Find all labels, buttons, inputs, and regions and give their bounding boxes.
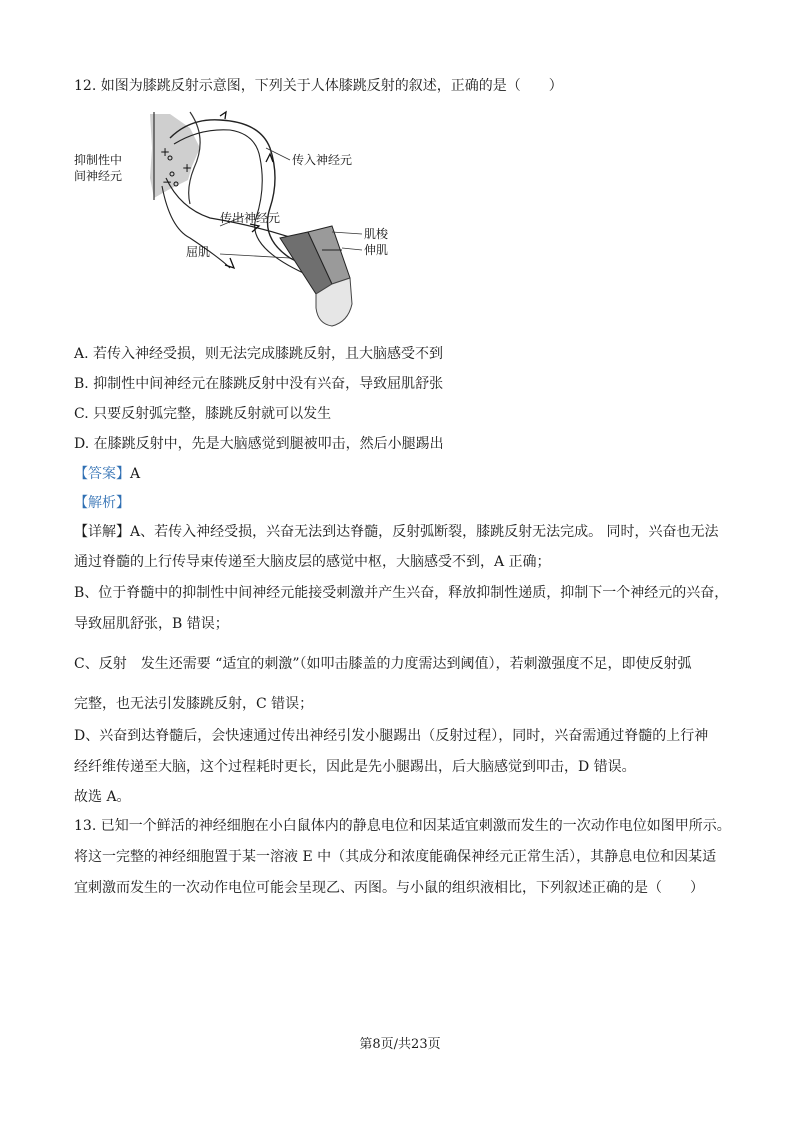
question-12-stem: 12. 如图为膝跳反射示意图，下列关于人体膝跳反射的叙述，正确的是（ ） xyxy=(74,78,563,94)
leader-extensor xyxy=(342,248,362,250)
analysis-line xyxy=(74,494,130,512)
option-d: D. 在膝跳反射中，先是大脑感觉到腿被叩击，然后小腿踢出 xyxy=(74,436,444,452)
flexor-arrow xyxy=(225,258,234,268)
answer-tag: 【答案】 xyxy=(74,466,130,482)
explanation-line-5: C、反射 发生还需要 “适宜的刺激”（如叩击膝盖的力度需达到阈值），若刺激强度不足，即使反射弧 xyxy=(74,656,692,672)
answer-line xyxy=(74,465,140,483)
explanation-line-2: 通过脊髓的上行传导束传递至大脑皮层的感觉中枢，大脑感受不到，A 正确； xyxy=(74,554,551,570)
minus-sign: − xyxy=(162,175,173,189)
plus-sign-2: + xyxy=(182,161,193,175)
label-muscle-spindle: 肌梭 xyxy=(364,227,389,241)
top-arrow xyxy=(220,112,226,119)
option-c: C. 只要反射弧完整，膝跳反射就可以发生 xyxy=(74,406,332,422)
explanation-line-1 xyxy=(74,523,719,541)
question-13-line-1: 13. 已知一个鲜活的神经细胞在小白鼠体内的静息电位和因某适宜刺激而发生的一次动作电位如图甲所示。 xyxy=(74,818,731,834)
conclusion-line: 故选 A。 xyxy=(74,789,131,805)
page-footer: 第8页/共23页 xyxy=(359,1037,441,1052)
leader-flexor xyxy=(220,254,290,258)
knee-jerk-reflex-diagram xyxy=(70,108,400,330)
explanation-line-4: 导致屈肌舒张，B 错误； xyxy=(74,616,229,632)
explanation-line-6: 完整，也无法引发膝跳反射，C 错误； xyxy=(74,696,314,712)
label-extensor: 伸肌 xyxy=(364,243,389,257)
option-a: A. 若传入神经受损，则无法完成膝跳反射，且大脑感受不到 xyxy=(74,346,444,362)
leader-spindle xyxy=(332,232,362,234)
label-inhibitory-line2: 间神经元 xyxy=(74,169,123,183)
question-13-line-2: 将这一完整的神经细胞置于某一溶液 E 中（其成分和浓度能确保神经元正常生活），其静息电位和因某适 xyxy=(74,849,717,865)
label-afferent-neuron: 传入神经元 xyxy=(292,153,353,167)
plus-sign-1: + xyxy=(160,145,171,159)
analysis-tag: 【解析】 xyxy=(74,495,130,511)
reflex-diagram-svg xyxy=(70,108,400,330)
label-flexor: 屈肌 xyxy=(186,245,211,259)
explanation-line-3: B、位于脊髓中的抑制性中间神经元能接受刺激并产生兴奋，释放抑制性递质，抑制下一个神经元的兴奋， xyxy=(74,585,729,601)
answer-value: A xyxy=(130,466,141,482)
question-13-line-3: 宜刺激而发生的一次动作电位可能会呈现乙、丙图。与小鼠的组织液相比，下列叙述正确的是（ ） xyxy=(74,880,704,896)
label-efferent-neuron: 传出神经元 xyxy=(220,211,281,225)
option-b: B. 抑制性中间神经元在膝跳反射中没有兴奋，导致屈肌舒张 xyxy=(74,376,444,392)
detail-tag: 【详解】 xyxy=(74,524,130,540)
label-inhibitory-line1: 抑制性中 xyxy=(74,153,123,167)
explanation-line-7: D、兴奋到达脊髓后，会快速通过传出神经引发小腿踢出（反射过程），同时，兴奋需通过脊髓的上行神 xyxy=(74,728,709,744)
explanation-line-8: 经纤维传递至大脑，这个过程耗时更长，因此是先小腿踢出，后大脑感觉到叩击，D 错误。 xyxy=(74,759,636,775)
explanation-text-1: A、若传入神经受损，兴奋无法到达脊髓，反射弧断裂，膝跳反射无法完成。 同时，兴奋也无法 xyxy=(130,524,719,540)
